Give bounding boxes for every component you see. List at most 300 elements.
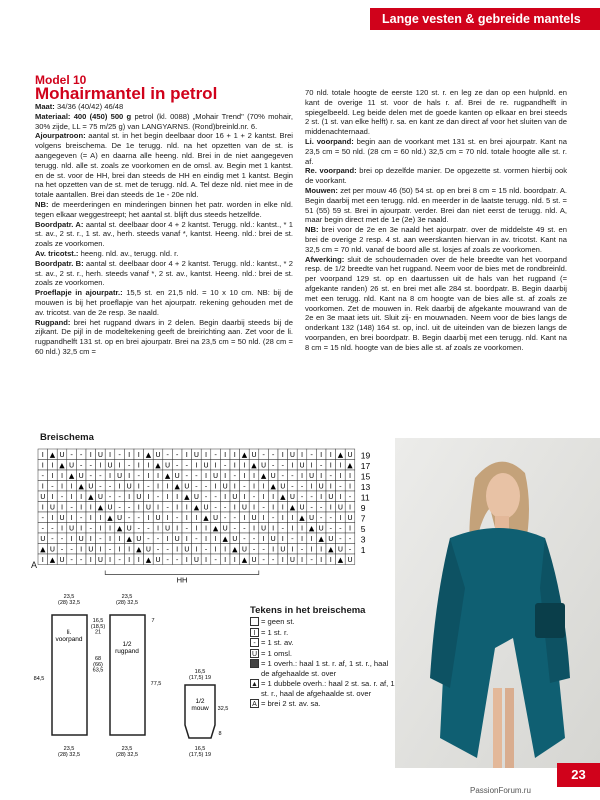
legend-item [250,699,395,709]
chart-cell-symbol: I [281,503,284,512]
chart-cell-symbol: ▲ [174,482,180,491]
chart-cell-symbol: ▲ [212,524,219,533]
paragraph-heading: NB: [35,199,49,209]
chart-cell-symbol: U [270,535,276,543]
chart-cell-symbol: - [281,524,285,533]
chart-cell-symbol: U [318,482,324,491]
chart-cell-symbol: - [79,556,83,564]
chart-cell-symbol: U [117,472,123,480]
chart-cell-symbol: - [156,535,160,543]
chart-cell-symbol: - [185,524,189,533]
chart-cell-symbol: I [80,524,83,533]
chart-cell-symbol: I [310,535,313,543]
chart-cell-symbol: - [137,524,141,533]
chart-cell-symbol: - [291,535,294,543]
paragraph-heading: Li. voorpand: [305,136,354,146]
chart-cell-symbol: - [41,524,45,533]
paragraph-text: heeng. nld. av., terugg. nld. r. [78,248,179,258]
chart-cell-symbol: - [204,545,208,554]
chart-cell-symbol: U [97,451,103,459]
chart-legend [250,605,395,709]
chart-cell-symbol: U [69,461,75,470]
chart-cell-symbol: U [328,535,334,543]
chart-cell-symbol: - [319,514,323,522]
chart-cell-symbol: I [310,482,313,491]
top-width-left: 23,5 [63,594,75,600]
chart-cell-symbol: I [70,493,73,501]
chart-cell-symbol: I [320,451,323,459]
legend-item [250,638,395,648]
chart-cell-symbol: ▲ [145,556,152,564]
chart-cell-symbol: I [291,545,294,554]
chart-cell-symbol: I [70,535,73,543]
chart-cell-symbol: U [88,545,94,554]
chart-cell-symbol: I [166,535,169,543]
chart-cell-symbol: - [118,503,121,512]
chart-cell-symbol: ▲ [59,461,65,470]
chart-cell-symbol: U [165,461,171,470]
chart-cell-symbol: I [41,482,44,491]
chart-cell-symbol: I [70,514,73,522]
chart-cell-symbol: U [193,556,199,564]
chart-cell-symbol: I [329,451,332,459]
height-top: 16,5 [92,618,104,624]
section-header: Lange vesten & gebreide mantels [370,8,600,30]
chart-row-number: 5 [360,524,366,534]
chart-cell-symbol: U [107,461,113,470]
chart-cell-symbol: - [329,524,333,533]
chart-cell-symbol: I [166,514,169,522]
repeat-bracket [105,571,259,575]
chart-cell-symbol: I [300,524,304,533]
paragraph [305,255,567,353]
chart-cell-symbol: I [195,514,198,522]
chart-cell-symbol: I [320,493,323,501]
paragraph-text: 15,5 st. en 21,5 nld. = 10 x 10 cm. NB: bij de mouwen is bij het proeflapje van het ajourpatr. rekening gehouden met de av. tricotst. van de 2e resp. 3e naald. [35,288,293,317]
legend-symbol-icon: I [250,628,259,637]
top-width-left: (28) 32,5 [57,599,81,606]
chart-cell-symbol: - [262,545,265,554]
chart-cell-symbol: U [155,451,161,459]
chart-row-number: 9 [360,503,366,513]
chart-cell-symbol: U [59,514,65,522]
chart-cell-symbol: - [329,514,333,522]
height-mid: 77,5 [150,681,162,687]
half-back-label: rugpand [115,647,139,655]
chart-cell-symbol: U [280,545,286,554]
paragraph-text: aantal st. in het begin deelbaar door 16 + 1 + 2 kantst. Brei volgens breischema. De 1e terugg. nld. na het opzetten van de st. is aangegeven (= A) en daarna alle heeng. nld. Brei in de niet aangegeven terugg. nld. alle st. zoals ze voorkomen en de omsl. av. Begin met 1 kantst. en de st. voor de HH, brei dan steeds de HH en eindig met 1 kantst. Begin na het opzetten van de st. met de terugg. nld. A. Tel deze nld. niet mee in de totale aantallen. Brei dan steeds de 1e - 20e nld. [35,131,293,200]
chart-cell-symbol: U [289,451,295,459]
chart-cell-symbol: - [348,493,352,501]
chart-cell-symbol: I [310,545,313,554]
chart-cell-symbol: - [271,556,275,564]
chart-cell-symbol: - [271,461,275,470]
chart-cell-symbol: - [214,503,217,512]
chart-cell-symbol: - [233,524,237,533]
bottom-width-mid: 23,5 [121,746,133,752]
paragraph-heading: Afwerking: [305,254,345,264]
chart-cell-symbol: I [204,556,208,564]
chart-cell-symbol: U [88,482,94,491]
chart-cell-symbol: U [222,524,228,533]
chart-cell-symbol: I [185,503,188,512]
chart-cell-symbol: - [127,514,131,522]
chart-cell-symbol: ▲ [88,493,94,501]
paragraph [35,288,293,317]
sleeve-cuff: 8 [218,731,222,737]
chart-cell-symbol: I [128,545,131,554]
chart-cell-symbol: - [195,482,198,491]
chart-cell-symbol: ▲ [78,482,84,491]
chart-cell-symbol: U [126,524,132,533]
chart-cell-symbol: I [147,472,150,480]
paragraph-heading: Re. voorpand: [305,166,357,176]
chart-cell-symbol: - [89,461,93,470]
chart-cell-symbol: I [300,535,304,543]
sleeve-top-width: (17,5) 19 [188,674,212,681]
chart-cell-symbol: U [155,556,161,564]
chart-cell-symbol: ▲ [251,461,257,470]
chart-cell-symbol: ▲ [347,461,353,470]
chart-cell-symbol: - [319,503,323,512]
chart-cell-symbol: I [51,461,54,470]
chart-cell-symbol: - [147,535,150,543]
chart-cell-symbol: I [185,535,188,543]
chart-cell-symbol: I [339,493,342,501]
chart-cell-symbol: U [337,503,343,512]
chart-cell-symbol: U [40,535,46,543]
chart-row-number: 7 [360,513,366,524]
chart-cell-symbol: - [252,493,256,501]
chart-cell-symbol: I [195,524,198,533]
chart-cell-symbol: I [300,451,304,459]
chart-cell-symbol: I [252,524,256,533]
height-inner: 68 [94,656,102,662]
chart-cell-symbol: U [251,451,257,459]
paragraph-text: begin aan de voorkant met 131 st. en brei ajourpatr. Kant na 23,5 cm = 50 nld. (28 cm = 60 nld.) 32,5 cm = 70 nld. totale hoogte alle st. r. af. [305,136,567,166]
chart-cell-symbol: - [310,503,313,512]
sleeve-label: mouw [191,704,209,712]
chart-cell-symbol: U [184,482,190,491]
chart-cell-symbol: I [281,451,284,459]
chart-cell-symbol: - [60,545,64,554]
chart-cell-symbol: I [185,556,188,564]
chart-cell-symbol: ▲ [318,535,324,543]
chart-cell-symbol: I [41,556,44,564]
bottom-width-left: 23,5 [63,746,75,752]
paragraph-text: aantal st. deelbaar door 4 + 2 kantst. Terugg. nld.: kantst., * 2 st. av., 2 st. r., herh. steeds vanaf *, 2 st. av., kantst. Heeng. nld.: brei de st. zoals ze voorkomen. [35,258,294,288]
chart-cell-symbol: - [70,545,73,554]
chart-cell-symbol: I [51,514,54,522]
chart-cell-symbol: I [176,524,179,533]
chart-cell-symbol: - [156,545,160,554]
chart-cell-symbol: U [203,461,209,470]
chart-title: Breischema [40,432,94,443]
chart-cell-symbol: U [78,535,84,543]
paragraph [35,131,293,200]
paragraph [35,112,293,132]
chart-cell-symbol: - [118,451,121,459]
paragraph [305,186,567,225]
paragraph [305,225,567,254]
chart-cell-symbol: I [137,451,140,459]
chart-row-number: 1 [360,545,366,555]
chart-cell-symbol: - [291,472,294,480]
legend-text: = 1 st. av. [261,638,294,647]
chart-cell-symbol: - [214,556,217,564]
chart-cell-symbol: I [176,503,179,512]
top-width-mid: (28) 32,5 [115,599,139,606]
chart-cell-symbol: ▲ [299,514,305,522]
chart-cell-symbol: - [271,451,275,459]
chart-cell-symbol: ▲ [97,503,104,512]
chart-cell-symbol: U [299,461,305,470]
chart-cell-symbol: U [347,556,353,564]
chart-cell-symbol: - [99,482,102,491]
chart-cell-symbol: I [291,461,294,470]
chart-cell-symbol: U [347,451,353,459]
chart-cell-symbol: I [329,503,332,512]
paragraph-text: brei het rugpand dwars in 2 delen. Begin daarbij steeds bij de zijkant. De pijl in de modeltekening geeft de breirichting aan. Zet voor de li. rugpandhelft 131 st. op en brei ajourpatr. Brei na 23,5 cm = 50 nld. (28 cm = 60 nld.) 32,5 cm = [35,317,293,356]
paragraph-text: 70 nld. totale hoogte de eerste 120 st. r. en leg ze dan op een hulpnld. en kant de overige 11 st. voor de hals r. af. Brei de re. rugpandhelft in spiegelbeeld. Leg beide delen met de goede kanten op elkaar en brei steeds 2 st. (1 st. van elke helft) r. sa. en kant ze dan direct af voor het sluiten van de middenachternaad. [305,88,567,137]
chart-cell-symbol: I [185,514,188,522]
top-width-mid: 23,5 [121,594,133,600]
chart-cell-symbol: I [224,472,227,480]
sleeve-height: 32,5 [217,706,229,712]
chart-cell-symbol: U [59,556,65,564]
chart-cell-symbol: U [203,503,209,512]
left-front-label: li. [66,629,72,636]
chart-cell-symbol: - [60,493,64,501]
page-number: 23 [557,763,600,787]
chart-cell-symbol: I [233,556,236,564]
model-number: Model 10 [35,73,87,87]
chart-cell-symbol: I [137,482,140,491]
chart-cell-symbol: I [339,514,342,522]
legend-symbol-icon: ▲ [251,681,258,688]
chart-cell-symbol: I [243,461,246,470]
height-top: (18,5) [90,623,106,630]
chart-cell-symbol: ▲ [116,524,123,533]
chart-cell-symbol: U [251,556,257,564]
chart-row-number: 13 [360,482,371,492]
chart-cell-symbol: I [99,524,102,533]
chart-cell-symbol: U [107,503,113,512]
chart-cell-symbol: I [329,482,332,491]
chart-cell-symbol: I [108,524,112,533]
chart-cell-symbol: ▲ [49,451,56,459]
chart-cell-symbol: ▲ [337,556,344,564]
paragraph [305,88,567,137]
chart-cell-symbol: - [51,482,54,491]
chart-cell-symbol: I [60,524,64,533]
chart-cell-symbol: - [127,461,131,470]
chart-cell-symbol: - [233,514,237,522]
chart-cell-symbol: I [108,556,112,564]
chart-cell-symbol: I [348,482,352,491]
repeat-label: HH [176,575,188,585]
chart-row-number: 19 [360,450,371,461]
chart-cell-symbol: U [241,545,247,554]
chart-cell-symbol: I [272,524,275,533]
chart-cell-symbol: I [281,514,284,522]
chart-cell-symbol: I [89,451,92,459]
chart-cell-symbol: U [69,524,75,533]
chart-cell-symbol: I [233,461,236,470]
chart-cell-symbol: - [127,503,131,512]
chart-cell-symbol: - [70,556,73,564]
chart-cell-symbol: - [348,535,352,543]
paragraph-heading: Mouwen: [305,185,338,195]
chart-cell-symbol: U [232,493,238,501]
chart-cell-symbol: U [97,493,103,501]
chart-cell-symbol: - [262,556,265,564]
chart-cell-symbol: I [166,493,169,501]
chart-cell-symbol: I [291,524,294,533]
paragraph-text: sluit de schoudernaden over de hele breedte van het voorpand resp. de 1/2 breedte van het rugpand. Neem voor de bies met de rondbreinld. per voorpand 129 st. op en daartussen uit de hals van het rugpand (= afgekante randen) 26 st. en brei met alle 284 st. boordpatr. B. Begin daarbij met een terugg. nld. Kant na 8 cm hoogte van de bies alle st. af zoals ze voorkomen. Zet de mouwen in. Rek daarbij de afgekante mouwrand van de 2e en 3e maat iets uit. Sluit zij- en mouwnaden. Neem voor de bies langs de onderkant 132 (148) 164 st. op, incl. uit de uiteinden van de biezen langs de voorpanden, en brei boordpatr. B. Begin daarbij met een terugg. nld. Kant na 8 cm = 15 nld. hoogte van de bies alle st. af zoals ze voorkomen. [305,254,567,352]
chart-cell-symbol: - [99,472,102,480]
chart-cell-symbol: I [243,472,246,480]
chart-cell-symbol: I [51,493,54,501]
chart-cell-symbol: - [70,451,73,459]
chart-cell-symbol: - [185,472,189,480]
left-front-label: voorpand [55,635,83,643]
chart-cell-symbol: ▲ [68,472,75,480]
chart-cell-symbol: I [243,493,246,501]
chart-cell-symbol: U [347,514,353,522]
chart-cell-symbol: I [89,503,92,512]
chart-cell-symbol: - [252,535,256,543]
chart-cell-symbol: - [262,451,265,459]
chart-cell-symbol: I [137,461,140,470]
chart-cell-symbol: - [223,514,227,522]
chart-cell-symbol: I [214,461,217,470]
chart-cell-symbol: U [174,535,180,543]
chart-cell-symbol: U [145,545,151,554]
chart-cell-symbol: I [176,545,179,554]
paragraph-heading: Boordpatr. B: [35,258,84,268]
chart-cell-symbol: ▲ [222,535,228,543]
chart-cell-symbol: - [214,451,217,459]
chart-cell-symbol: I [262,493,265,501]
chart-cell-symbol: I [156,503,160,512]
chart-cell-symbol: - [118,556,121,564]
chart-cell-symbol: ▲ [328,545,334,554]
chart-cell-symbol: I [348,503,352,512]
chart-cell-symbol: - [147,524,150,533]
chart-cell-symbol: - [51,535,54,543]
chart-cell-symbol: - [166,545,169,554]
chart-cell-symbol: U [49,545,55,554]
chart-cell-symbol: I [320,545,323,554]
paragraph-text: aantal st. deelbaar door 4 + 2 kantst. Terugg. nld.: kantst., * 1 st. av., 2 st. r., 1 st. av., herh. steeds vanaf *, kantst. Heeng. nld.: brei de st. zoals ze voorkomen. [35,219,293,249]
legend-symbol-icon: - [250,638,259,647]
chart-cell-symbol: I [348,524,352,533]
paragraph-heading: Materiaal: 400 (450) 500 g [35,111,132,121]
chart-cell-symbol: I [329,556,332,564]
chart-row-number: 11 [360,492,370,503]
chart-cell-symbol: U [299,503,305,512]
chart-cell-symbol: - [262,503,265,512]
chart-cell-symbol: - [108,493,112,501]
chart-cell-symbol: - [108,545,112,554]
paragraph [35,102,293,112]
chart-cell-symbol: I [185,451,188,459]
chart-cell-symbol: U [337,545,343,554]
chart-cell-symbol: U [261,461,267,470]
chart-cell-symbol: ▲ [270,482,276,491]
chart-cell-symbol: ▲ [136,545,142,554]
chart-cell-symbol: U [184,545,190,554]
chart-cell-symbol: ▲ [155,461,161,470]
chart-cell-symbol: - [185,461,189,470]
height-inner: (66) [93,661,103,668]
chart-cell-symbol: I [108,472,112,480]
chart-cell-symbol: - [166,503,169,512]
chart-cell-symbol: I [166,482,169,491]
chart-cell-symbol: I [137,556,140,564]
chart-cell-symbol: I [204,524,208,533]
chart-cell-symbol: U [232,535,238,543]
garment-schematic [30,590,245,780]
chart-cell-symbol: I [147,493,150,501]
chart-cell-symbol: I [128,472,131,480]
chart-cell-symbol: - [70,503,73,512]
chart-cell-symbol: I [156,482,160,491]
chart-cell-symbol: I [214,545,217,554]
chart-cell-symbol: - [319,461,323,470]
chart-cell-symbol: I [262,514,265,522]
chart-cell-symbol: I [281,556,284,564]
chart-cell-symbol: I [281,535,284,543]
paragraph-text: 34/36 (40/42) 46/48 [54,102,124,111]
chart-cell-symbol: ▲ [241,556,248,564]
chart-cell-symbol: I [195,461,198,470]
sleeve-bottom-width: 16,5 [194,746,206,752]
chart-cell-symbol: - [214,493,217,501]
chart-cell-symbol: I [147,461,150,470]
sleeve-bottom-width: (17,5) 19 [188,751,212,758]
chart-cell-symbol: ▲ [203,514,209,522]
chart-cell-symbol: - [300,493,304,501]
chart-cell-symbol: I [224,451,227,459]
chart-cell-symbol: I [176,493,179,501]
chart-cell-symbol: ▲ [232,545,238,554]
chart-cell-symbol: U [222,482,228,491]
paragraph [35,200,293,220]
paragraph [35,249,293,259]
chart-cell-symbol: I [233,482,236,491]
chart-cell-symbol: U [328,493,334,501]
chart-cell-symbol: U [117,514,123,522]
chart-cell-symbol: I [128,451,131,459]
paragraph-heading: Boordpatr. A: [35,219,84,229]
chart-cell-symbol: U [213,472,219,480]
chart-cell-symbol: I [300,472,304,480]
chart-cell-symbol: I [147,514,150,522]
paragraph-heading: Maat: [35,102,55,111]
instructions-col-2 [305,88,567,353]
chart-start-label: A [31,560,38,570]
legend-text: = brei 2 st. av. sa. [261,699,321,708]
chart-cell-symbol: I [108,535,112,543]
paragraph-heading: Av. tricotst.: [35,248,79,258]
chart-cell-symbol: ▲ [49,556,56,564]
chart-cell-symbol: I [60,482,64,491]
chart-cell-symbol: I [262,535,265,543]
legend-symbol-icon [250,659,259,668]
legend-text: = 1 overh.: haal 1 st. r. af, 1 st. r., haal de afgehaalde st. over [261,659,389,678]
